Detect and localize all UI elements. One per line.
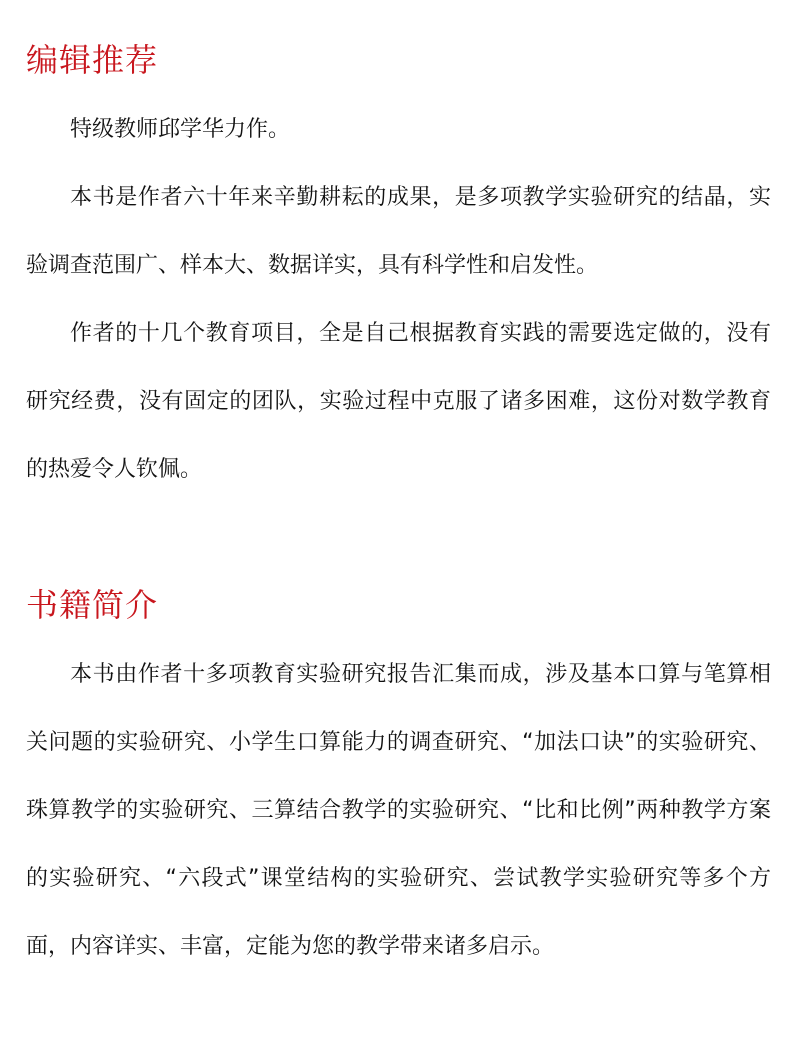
editor-paragraph-1: 特级教师邱学华力作。: [70, 117, 291, 142]
editor-recommendation-section: [26, 38, 771, 504]
editor-paragraph-2: 本书是作者六十年来辛勤耕耘的成果，是多项教学实验研究的结晶，实验调查范围广、样本大、数据详实，具有科学性和启发性。: [26, 185, 771, 278]
book-introduction-section: [26, 583, 771, 981]
intro-paragraph-1: 本书由作者十多项教育实验研究报告汇集而成，涉及基本口算与笔算相关问题的实验研究、小学生口算能力的调查研究、“加法口诀”的实验研究、珠算教学的实验研究、三算结合教学的实验研究、“比和比例”两种教学方案的实验研究、“六段式”课堂结构的实验研究、尝试教学实验研究等多个方面，内容详实、丰富，定能为您的教学带来诸多启示。: [26, 662, 771, 959]
editor-recommendation-heading: 编辑推荐: [26, 41, 159, 79]
book-introduction-heading: 书籍简介: [26, 586, 159, 624]
editor-paragraph-3: 作者的十几个教育项目，全是自己根据教育实践的需要选定做的，没有研究经费，没有固定的团队，实验过程中克服了诸多困难，这份对数学教育的热爱令人钦佩。: [26, 321, 771, 482]
